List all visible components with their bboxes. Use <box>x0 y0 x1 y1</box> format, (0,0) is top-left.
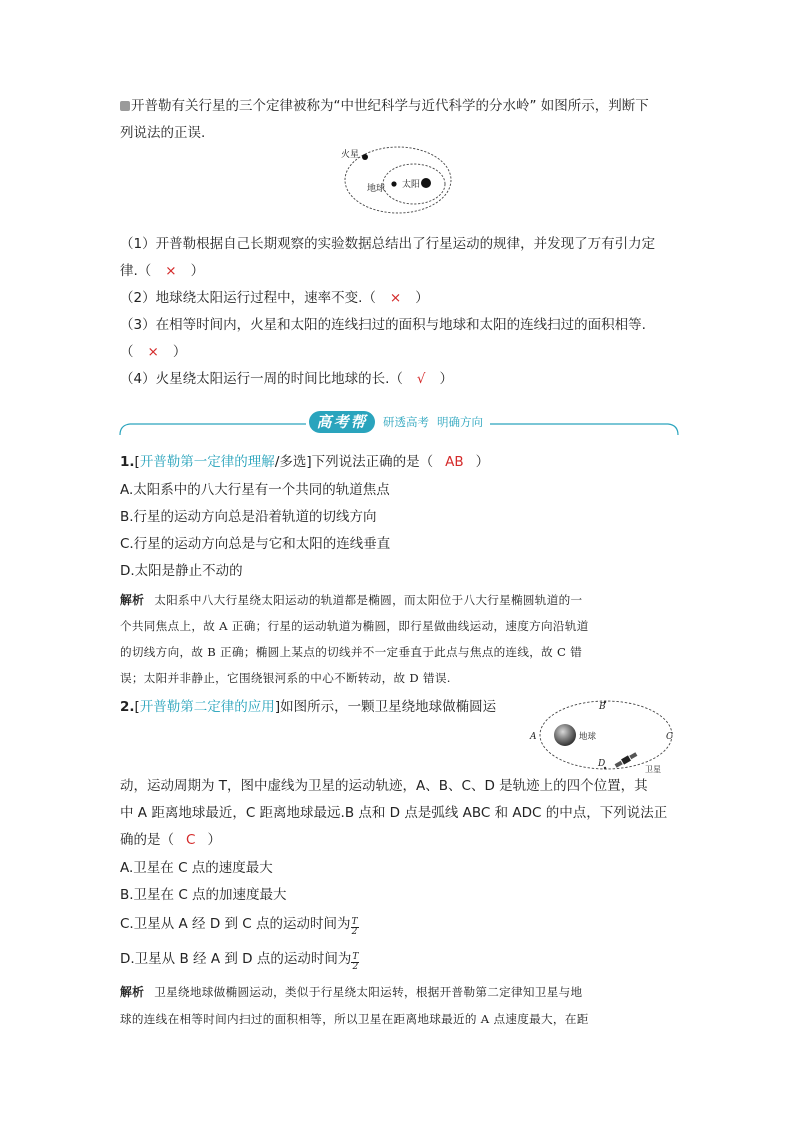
orbit-figure <box>340 140 460 218</box>
q1-option-a: A.太阳系中的八大行星有一个共同的轨道焦点 <box>120 482 390 498</box>
q2-analysis-line-1: 解析 卫星绕地球做椭圆运动，类似于行星绕太阳运转，根据开普勒第二定律知卫星与地 <box>120 985 583 999</box>
q1-analysis-line-1: 解析 太阳系中八大行星绕太阳运动的轨道都是椭圆，而太阳位于八大行星椭圆轨道的一 <box>120 593 583 607</box>
q2-option-c: C.卫星从 A 经 D 到 C 点的运动时间为 $\frac{T}{2}$ <box>120 916 358 937</box>
banner-title: 高考帮 <box>309 411 375 433</box>
q1-analysis-line-2: 个共同焦点上，故 A 正确；行星的运动轨道为椭圆，即行星做曲线运动，速度方向沿轨道 <box>120 619 589 633</box>
intro-line-2: 列说法的正误. <box>120 125 206 141</box>
q1-analysis-line-3: 的切线方向，故 B 正确；椭圆上某点的切线并不一定垂直于此点与焦点的连线，故 C 错 <box>120 645 583 659</box>
q1-analysis-line-4: 误；太阳并非静止，它围绕银河系的中心不断转动，故 D 错误. <box>120 671 451 685</box>
q2-option-d: D.卫星从 B 经 A 到 D 点的运动时间为 $\frac{T}{2}$ <box>120 951 359 972</box>
sun-label: 太阳 <box>402 180 421 190</box>
earth-globe-icon <box>554 724 576 746</box>
q1-option-b: B.行星的运动方向总是沿着轨道的切线方向 <box>120 509 377 525</box>
fraction-t-over-2: $\frac{T}{2}$ <box>352 952 359 972</box>
point-a-label: A <box>530 732 537 742</box>
q2-analysis-line-2: 球的连线在相等时间内扫过的面积相等，所以卫星在距离地球最近的 A 点速度最大，在距 <box>120 1012 589 1026</box>
judgment-4: （4）火星绕太阳运行一周的时间比地球的长.（ √ ） <box>120 371 453 387</box>
judgment-1-line-2: 律.（ × ） <box>120 263 205 279</box>
q2-stem-line-2: 动，运动周期为 T，图中虚线为卫星的运动轨迹，A、B、C、D 是轨迹上的四个位置，其 <box>120 778 648 794</box>
intro-line-1: 开普勒有关行星的三个定律被称为“中世纪科学与近代科学的分水岭” 如图所示，判断下 <box>120 96 649 116</box>
judgment-3-line-1: （3）在相等时间内，火星和太阳的连线扫过的面积与地球和太阳的连线扫过的面积相等. <box>120 317 646 333</box>
q2-stem-line-3: 中 A 距离地球最近，C 距离地球最远.B 点和 D 点是弧线 ABC 和 ADC 的中点，下列说法正 <box>120 805 668 821</box>
q2-option-b: B.卫星在 C 点的加速度最大 <box>120 887 287 903</box>
mars-label: 火星 <box>341 150 360 160</box>
q1-option-d: D.太阳是静止不动的 <box>120 563 243 579</box>
satellite-orbit-figure <box>527 694 685 776</box>
judgment-1-line-1: （1）开普勒根据自己长期观察的实验数据总结出了行星运动的规律，并发现了万有引力定 <box>120 236 656 252</box>
q1-answer: AB <box>445 454 464 470</box>
q2-tag: 开普勒第二定律的应用 <box>139 699 275 715</box>
mars-dot <box>362 154 368 160</box>
fraction-t-over-2: $\frac{T}{2}$ <box>351 917 358 937</box>
question-marker-icon <box>120 101 130 111</box>
point-c-label: C <box>666 732 673 742</box>
judgment-1-answer: × <box>165 263 177 279</box>
q2-stem-line-1: 2.[开普勒第二定律的应用]如图所示，一颗卫星绕地球做椭圆运 <box>120 699 497 715</box>
mars-orbit <box>345 147 451 213</box>
point-d-label: D <box>598 759 606 769</box>
sun-dot <box>421 178 431 188</box>
q1-option-c: C.行星的运动方向总是与它和太阳的连线垂直 <box>120 536 391 552</box>
q2-option-a: A.卫星在 C 点的速度最大 <box>120 860 273 876</box>
earth-label: 地球 <box>579 732 597 742</box>
q2-stem-line-4: 确的是（ C ） <box>120 832 221 848</box>
earth-dot <box>391 181 396 186</box>
judgment-3-line-2: （ × ） <box>120 344 187 360</box>
judgment-4-answer: √ <box>416 371 426 387</box>
satellite-label: 卫星 <box>645 765 661 774</box>
earth-label: 地球 <box>367 184 386 194</box>
judgment-3-answer: × <box>147 344 159 360</box>
point-b-label: B <box>599 702 606 712</box>
q1-stem: 1.[开普勒第一定律的理解/多选]下列说法正确的是（ AB ） <box>120 454 490 470</box>
q1-tag: 开普勒第一定律的理解 <box>139 454 275 470</box>
judgment-2: （2）地球绕太阳运行过程中，速率不变.（ × ） <box>120 290 429 306</box>
banner-subtitle: 研透高考 明确方向 <box>383 415 483 429</box>
q2-answer: C <box>186 832 196 848</box>
judgment-2-answer: × <box>389 290 402 306</box>
